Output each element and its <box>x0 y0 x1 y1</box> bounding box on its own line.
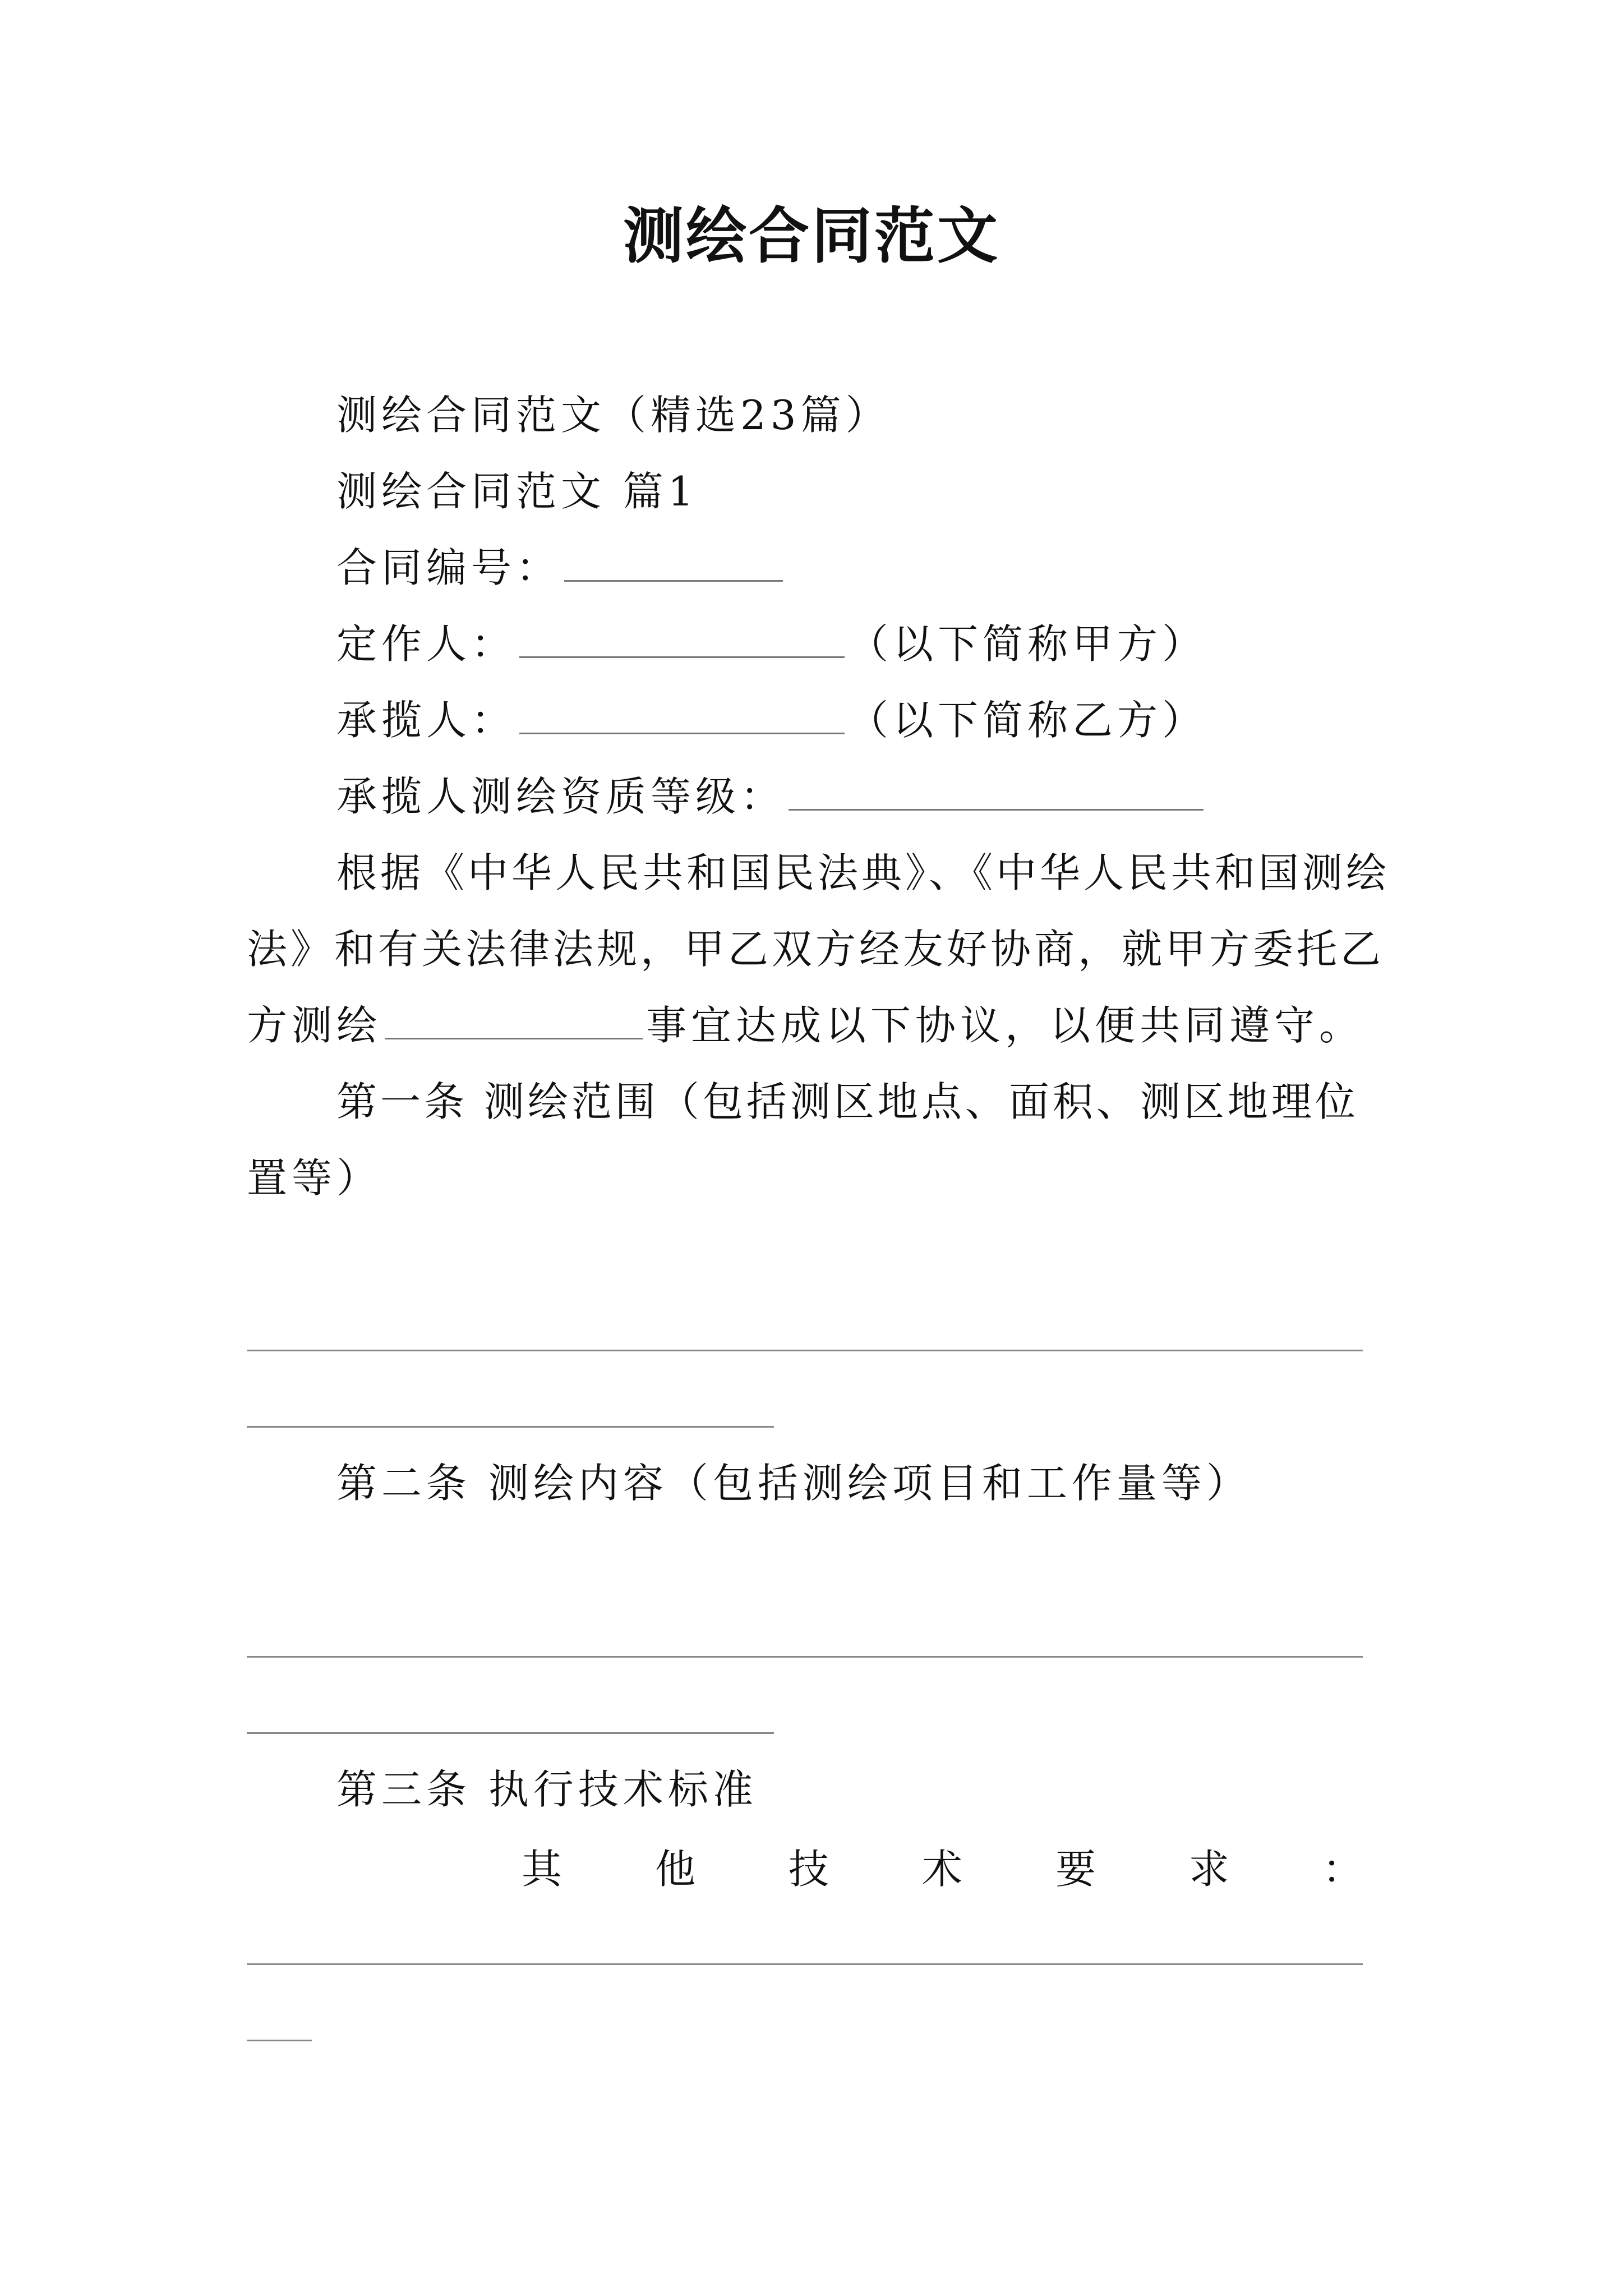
ordering-party-blank <box>519 622 845 658</box>
qualification-row <box>336 769 1207 825</box>
contract-number-label: 合同编号： <box>336 544 561 591</box>
other-requirements-char: 求 <box>1188 1846 1229 1893</box>
other-requirements-char: 他 <box>654 1846 695 1893</box>
fill-line <box>247 1963 1363 1965</box>
preamble-line-2: 法》和有关法律法规，甲乙双方经友好协商，就甲方委托乙 <box>247 926 1385 973</box>
fill-line <box>247 1350 1363 1351</box>
subtitle: 测绘合同范文（精选23篇） <box>336 392 891 439</box>
document-title: 测绘合同范文 <box>623 201 1000 272</box>
other-requirements-char: 要 <box>1055 1846 1096 1893</box>
other-requirements-row <box>522 1841 1363 1897</box>
article-1-line-1: 第一条 测绘范围（包括测区地点、面积、测区地理位 <box>336 1078 1359 1125</box>
contractor-blank <box>519 698 845 734</box>
article-1-line-2: 置等） <box>247 1154 382 1202</box>
contract-number-row <box>336 540 786 596</box>
ordering-party-row <box>336 616 1207 672</box>
ordering-party-label: 定作人： <box>336 620 517 668</box>
preamble-line-3 <box>247 997 1364 1053</box>
contractor-row <box>336 692 1207 748</box>
other-requirements-char: 其 <box>522 1846 562 1893</box>
fill-line <box>247 1426 774 1428</box>
section-heading: 测绘合同范文 篇1 <box>336 468 698 515</box>
preamble-line-1: 根据《中华人民共和国民法典》、《中华人民共和国测绘 <box>336 849 1390 896</box>
fill-line <box>247 2040 312 2041</box>
article-2: 第二条 测绘内容（包括测绘项目和工作量等） <box>336 1460 1251 1507</box>
contractor-suffix: （以下简称乙方） <box>848 697 1207 744</box>
qualification-blank <box>789 774 1204 811</box>
contract-number-blank <box>564 545 783 582</box>
preamble-line-3-suffix: 事宜达成以下协议，以便共同遵守。 <box>646 1002 1364 1049</box>
qualification-label: 承揽人测绘资质等级： <box>336 773 786 820</box>
other-requirements-char: ： <box>1322 1846 1363 1893</box>
contractor-label: 承揽人： <box>336 697 517 744</box>
fill-line <box>247 1732 774 1734</box>
other-requirements-char: 术 <box>921 1846 962 1893</box>
fill-line <box>247 1656 1363 1658</box>
other-requirements-char: 技 <box>788 1846 829 1893</box>
survey-subject-blank <box>385 1003 643 1039</box>
preamble-line-3-prefix: 方测绘 <box>247 1002 382 1049</box>
ordering-party-suffix: （以下简称甲方） <box>848 620 1207 668</box>
article-3: 第三条 执行技术标准 <box>336 1766 758 1813</box>
